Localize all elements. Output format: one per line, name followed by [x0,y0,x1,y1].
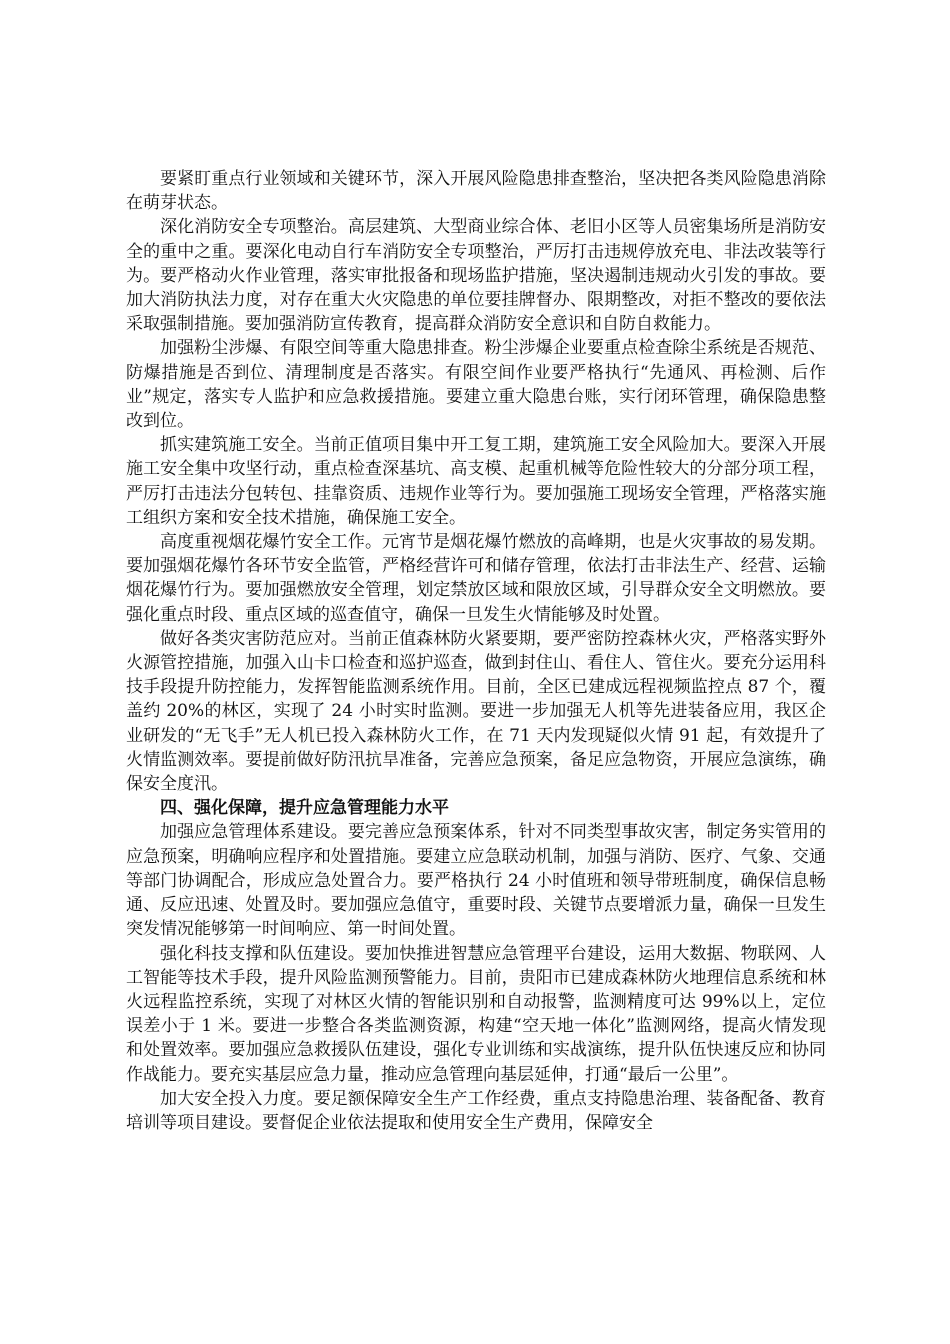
paragraph-construction-safety: 抓实建筑施工安全。当前正值项目集中开工复工期，建筑施工安全风险加大。要深入开展施工安全集中攻坚行动，重点检查深基坑、高支模、起重机械等危险性较大的分部分项工程，严厉打击违法分包转包、挂靠资质、违规作业等行为。要加强施工现场安全管理，严格落实施工组织方案和安全技术措施，确保施工安全。 [126,435,826,528]
paragraph-risk-intro: 要紧盯重点行业领域和关键环节，深入开展风险隐患排查整治，坚决把各类风险隐患消除在萌芽状态。 [126,169,826,214]
paragraph-fire-safety: 深化消防安全专项整治。高层建筑、大型商业综合体、老旧小区等人员密集场所是消防安全的重中之重。要深化电动自行车消防安全专项整治，严厉打击违规停放充电、非法改装等行为。要严格动火作业管理，落实审批报备和现场监护措施，坚决遏制违规动火引发的事故。要加大消防执法力度，对存在重大火灾隐患的单位要挂牌督办、限期整改，对拒不整改的要依法采取强制措施。要加强消防宣传教育，提高群众消防安全意识和自防自救能力。 [126,217,826,335]
section-heading: 四、强化保障，提升应急管理能力水平 [160,798,449,819]
paragraph-tech-support: 强化科技支撑和队伍建设。要加快推进智慧应急管理平台建设，运用大数据、物联网、人工智能等技术手段，提升风险监测预警能力。目前，贵阳市已建成森林防火地理信息系统和林火远程监控系统，实现了对林区火情的智能识别和自动报警，监测精度可达 99%以上，定位误差小于 1 米。要进一步整合各类监测资源，构建“空天地一体化”监测网络，提高火情发现和处置效率。要加强应急救援队伍建设，强化专业训练和实战演练，提升队伍快速反应和协同作战能力。要充实基层应急力量，推动应急管理向基层延伸，打通“最后一公里”。 [126,943,826,1085]
paragraph-dust-explosion: 加强粉尘涉爆、有限空间等重大隐患排查。粉尘涉爆企业要重点检查除尘系统是否规范、防爆措施是否到位、清理制度是否落实。有限空间作业要严格执行“先通风、再检测、后作业”规定，落实专人监护和应急救援措施。要建立重大隐患台账，实行闭环管理，确保隐患整改到位。 [126,338,826,432]
document-body [126,167,826,1135]
paragraph-disaster-prevention: 做好各类灾害防范应对。当前正值森林防火紧要期，要严密防控森林火灾，严格落实野外火源管控措施，加强入山卡口检查和巡护巡查，做到封住山、看住人、管住火。要充分运用科技手段提升防控能力，发挥智能监测系统作用。目前，全区已建成远程视频监控点 87 个，覆盖约 20%的林区，实现了 24 小时实时监测。要进一步加强无人机等先进装备应用，我区企业研发的“无飞手”无人机已投入森林防火工作，在 71 天内发现疑似火情 91 起，有效提升了火情监测效率。要提前做好防汛抗旱准备，完善应急预案，备足应急物资，开展应急演练，确保安全度汛。 [126,628,826,795]
paragraph-fireworks-safety: 高度重视烟花爆竹安全工作。元宵节是烟花爆竹燃放的高峰期，也是火灾事故的易发期。要加强烟花爆竹各环节安全监管，严格经营许可和储存管理，依法打击非法生产、经营、运输烟花爆竹行为。要加强燃放安全管理，划定禁放区域和限放区域，引导群众安全文明燃放。要强化重点时段、重点区域的巡查值守，确保一旦发生火情能够及时处置。 [126,532,826,625]
paragraph-safety-investment: 加大安全投入力度。要足额保障安全生产工作经费，重点支持隐患治理、装备配备、教育培训等项目建设。要督促企业依法提取和使用安全生产费用，保障安全 [126,1088,826,1133]
paragraph-emergency-system: 加强应急管理体系建设。要完善应急预案体系，针对不同类型事故灾害，制定务实管用的应急预案，明确响应程序和处置措施。要建立应急联动机制，加强与消防、医疗、气象、交通等部门协调配合，形成应急处置合力。要严格执行 24 小时值班和领导带班制度，确保信息畅通、反应迅速、处置及时。要加强应急值守，重要时段、关键节点要增派力量，确保一旦发生突发情况能够第一时间响应、第一时间处置。 [126,822,826,940]
